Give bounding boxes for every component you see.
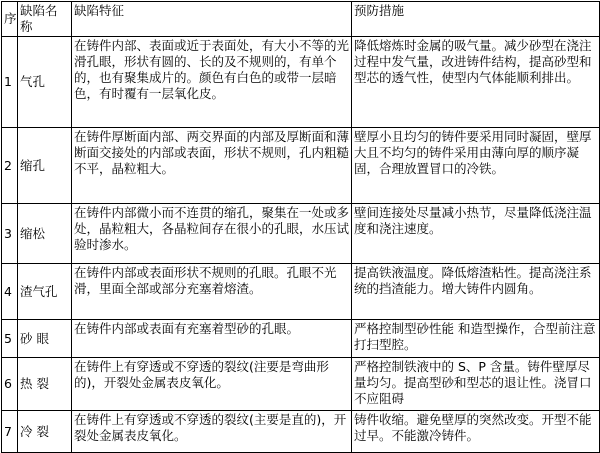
defect-feature: 在铸件上有穿透或不穿透的裂纹(注要是弯曲形的)，开裂处金属表皮氧化。 <box>72 358 352 411</box>
row-index: 2 <box>2 128 18 204</box>
defect-feature: 在铸件厚断面内部、两交界面的内部及厚断面和薄断面交接处的内部或表面，形状不规则，孔内粗糙不平，晶粒粗大。 <box>72 128 352 204</box>
prevention-measure: 壁厚小且均匀的铸件要采用同时凝固，壁厚大且不均匀的铸件采用由薄向厚的顺序凝固，合理放置冒口的冷铁。 <box>352 128 600 204</box>
header-prevention: 预防措施 <box>352 2 600 37</box>
table-row <box>2 37 600 128</box>
defect-name: 气孔 <box>18 37 72 128</box>
casting-defects-table <box>1 1 600 453</box>
header-index: 序 <box>2 2 18 37</box>
row-index: 1 <box>2 37 18 128</box>
defect-feature: 在铸件上有穿透或不穿透的裂纹(主要是直的)，开裂处金属表皮氧化。 <box>72 411 352 453</box>
row-index: 3 <box>2 204 18 264</box>
prevention-measure: 铸件收缩。避免壁厚的突然改变。开型不能过早。不能激冷铸件。 <box>352 411 600 453</box>
defect-name: 冷 裂 <box>18 411 72 453</box>
defect-name: 缩孔 <box>18 128 72 204</box>
prevention-measure: 壁间连接处尽量减小热节，尽量降低浇注温度和浇注速度。 <box>352 204 600 264</box>
header-defect-name: 缺陷名称 <box>18 2 72 37</box>
row-index: 4 <box>2 264 18 320</box>
defect-feature: 在铸件内部微小而不连贯的缩孔，聚集在一处或多处，晶粒粗大，各晶粒间存在很小的孔眼，水压试验时渗水。 <box>72 204 352 264</box>
table-row <box>2 411 600 453</box>
table-row <box>2 128 600 204</box>
row-index: 7 <box>2 411 18 453</box>
table-row <box>2 320 600 358</box>
prevention-measure: 严格控制型砂性能 和造型操作，合型前注意打扫型腔。 <box>352 320 600 358</box>
defect-feature: 在铸件内部或表面形状不规则的孔眼。孔眼不光滑，里面全部或部分充塞着熔渣。 <box>72 264 352 320</box>
prevention-measure: 严格控制铁液中的 S、P 含量。铸件壁厚尽量均匀。提高型砂和型芯的退让性。浇冒口不应阻碍 <box>352 358 600 411</box>
defect-name: 渣气孔 <box>18 264 72 320</box>
prevention-measure: 降低熔炼时金属的吸气量。减少砂型在浇注过程中发气量，改进铸件结构，提高砂型和型芯的透气性，使型内气体能顺利排出。 <box>352 37 600 128</box>
defect-name: 热 裂 <box>18 358 72 411</box>
defect-feature: 在铸件内部或表面有充塞着型砂的孔眼。 <box>72 320 352 358</box>
table-row <box>2 358 600 411</box>
defect-name: 缩松 <box>18 204 72 264</box>
row-index: 5 <box>2 320 18 358</box>
table-row <box>2 264 600 320</box>
header-defect-feature: 缺陷特征 <box>72 2 352 37</box>
prevention-measure: 提高铁液温度。降低熔渣粘性。提高浇注系统的挡渣能力。增大铸件内圆角。 <box>352 264 600 320</box>
defect-feature: 在铸件内部、表面或近于表面处，有大小不等的光滑孔眼，形状有圆的、长的及不规则的，有单个的，也有聚集成片的。颜色有白色的或带一层暗色，有时覆有一层氧化皮。 <box>72 37 352 128</box>
row-index: 6 <box>2 358 18 411</box>
table-row <box>2 204 600 264</box>
table-header-row <box>2 2 600 37</box>
defect-name: 砂 眼 <box>18 320 72 358</box>
